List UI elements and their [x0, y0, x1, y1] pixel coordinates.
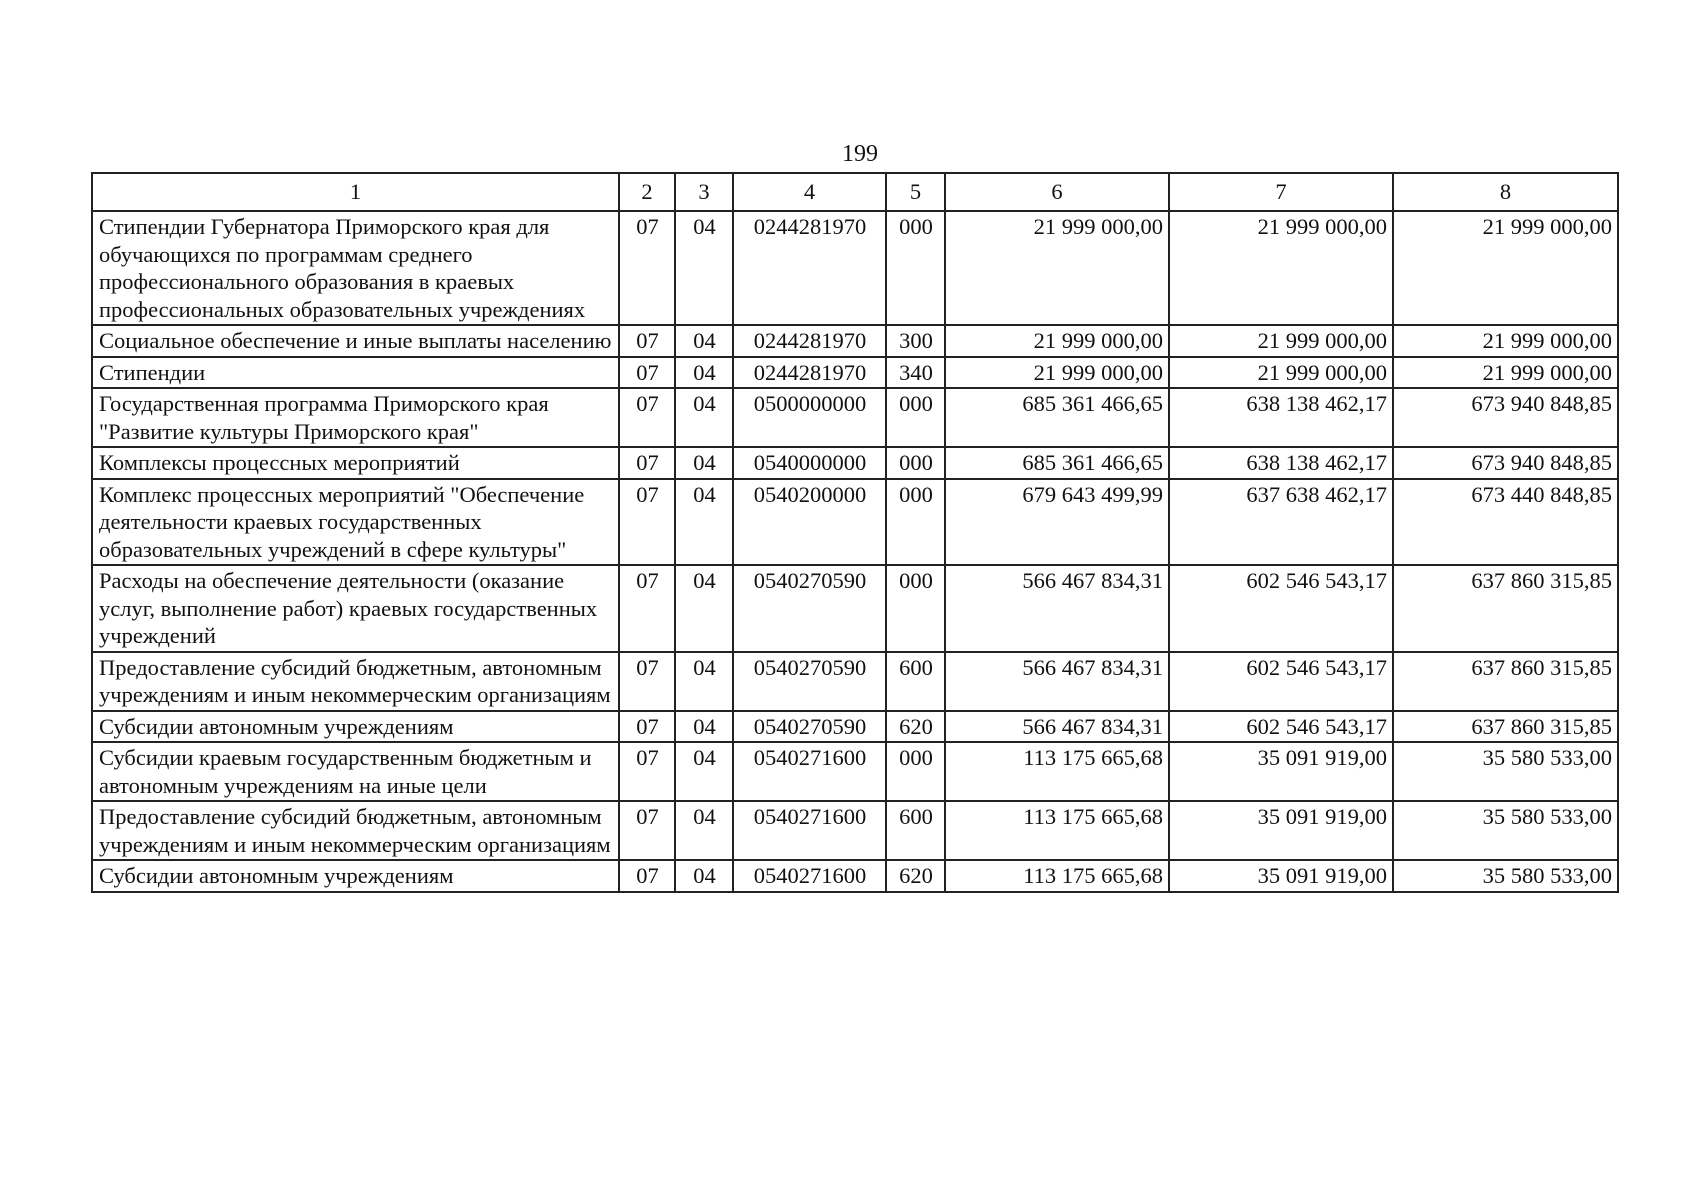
amount-col-8: 673 940 848,85	[1393, 447, 1618, 479]
subsection-code: 04	[675, 652, 733, 711]
amount-col-8: 21 999 000,00	[1393, 211, 1618, 325]
amount-col-6: 685 361 466,65	[945, 447, 1169, 479]
row-name: Предоставление субсидий бюджетным, автономным учреждениям и иным некоммерческим организациям	[92, 652, 619, 711]
expense-type-code: 000	[886, 447, 945, 479]
amount-col-8: 35 580 533,00	[1393, 860, 1618, 892]
expense-type-code: 600	[886, 652, 945, 711]
budget-table	[91, 172, 1619, 893]
subsection-code: 04	[675, 447, 733, 479]
column-header: 3	[675, 173, 733, 211]
column-header: 2	[619, 173, 675, 211]
amount-col-8: 637 860 315,85	[1393, 652, 1618, 711]
table-row	[92, 801, 1618, 860]
amount-col-6: 685 361 466,65	[945, 388, 1169, 447]
column-header: 1	[92, 173, 619, 211]
expense-type-code: 620	[886, 860, 945, 892]
amount-col-7: 21 999 000,00	[1169, 357, 1393, 389]
amount-col-7: 35 091 919,00	[1169, 860, 1393, 892]
target-article-code: 0540271600	[733, 860, 886, 892]
amount-col-7: 638 138 462,17	[1169, 447, 1393, 479]
row-name: Комплексы процессных мероприятий	[92, 447, 619, 479]
table-row	[92, 447, 1618, 479]
column-header: 4	[733, 173, 886, 211]
table-row	[92, 211, 1618, 325]
target-article-code: 0540270590	[733, 565, 886, 652]
column-header: 6	[945, 173, 1169, 211]
amount-col-6: 21 999 000,00	[945, 325, 1169, 357]
table-row	[92, 565, 1618, 652]
row-name: Предоставление субсидий бюджетным, автономным учреждениям и иным некоммерческим организациям	[92, 801, 619, 860]
amount-col-7: 602 546 543,17	[1169, 652, 1393, 711]
amount-col-8: 35 580 533,00	[1393, 801, 1618, 860]
amount-col-7: 35 091 919,00	[1169, 801, 1393, 860]
subsection-code: 04	[675, 388, 733, 447]
row-name: Субсидии краевым государственным бюджетным и автономным учреждениям на иные цели	[92, 742, 619, 801]
section-code: 07	[619, 388, 675, 447]
amount-col-6: 113 175 665,68	[945, 742, 1169, 801]
page-number: 199	[842, 141, 878, 167]
subsection-code: 04	[675, 860, 733, 892]
amount-col-7: 35 091 919,00	[1169, 742, 1393, 801]
expense-type-code: 620	[886, 711, 945, 743]
section-code: 07	[619, 325, 675, 357]
target-article-code: 0540200000	[733, 479, 886, 566]
subsection-code: 04	[675, 742, 733, 801]
table-row	[92, 325, 1618, 357]
expense-type-code: 000	[886, 211, 945, 325]
expense-type-code: 000	[886, 565, 945, 652]
section-code: 07	[619, 565, 675, 652]
expense-type-code: 000	[886, 742, 945, 801]
table-row	[92, 711, 1618, 743]
section-code: 07	[619, 357, 675, 389]
table-row	[92, 479, 1618, 566]
amount-col-6: 566 467 834,31	[945, 565, 1169, 652]
target-article-code: 0244281970	[733, 211, 886, 325]
amount-col-6: 21 999 000,00	[945, 211, 1169, 325]
section-code: 07	[619, 211, 675, 325]
target-article-code: 0244281970	[733, 357, 886, 389]
section-code: 07	[619, 742, 675, 801]
table-row	[92, 860, 1618, 892]
amount-col-7: 602 546 543,17	[1169, 711, 1393, 743]
amount-col-8: 637 860 315,85	[1393, 565, 1618, 652]
section-code: 07	[619, 860, 675, 892]
section-code: 07	[619, 447, 675, 479]
target-article-code: 0540270590	[733, 711, 886, 743]
target-article-code: 0540271600	[733, 742, 886, 801]
row-name: Государственная программа Приморского края "Развитие культуры Приморского края"	[92, 388, 619, 447]
target-article-code: 0540270590	[733, 652, 886, 711]
row-name: Стипендии Губернатора Приморского края для обучающихся по программам среднего профессионального образования в краевых профессиональных образовательных учреждениях	[92, 211, 619, 325]
row-name: Субсидии автономным учреждениям	[92, 860, 619, 892]
target-article-code: 0244281970	[733, 325, 886, 357]
amount-col-7: 21 999 000,00	[1169, 211, 1393, 325]
column-header: 5	[886, 173, 945, 211]
amount-col-8: 35 580 533,00	[1393, 742, 1618, 801]
subsection-code: 04	[675, 325, 733, 357]
section-code: 07	[619, 479, 675, 566]
amount-col-6: 113 175 665,68	[945, 801, 1169, 860]
row-name: Социальное обеспечение и иные выплаты населению	[92, 325, 619, 357]
amount-col-7: 602 546 543,17	[1169, 565, 1393, 652]
subsection-code: 04	[675, 211, 733, 325]
section-code: 07	[619, 711, 675, 743]
row-name: Стипендии	[92, 357, 619, 389]
amount-col-7: 637 638 462,17	[1169, 479, 1393, 566]
table-row	[92, 357, 1618, 389]
target-article-code: 0540000000	[733, 447, 886, 479]
target-article-code: 0540271600	[733, 801, 886, 860]
column-header: 8	[1393, 173, 1618, 211]
amount-col-6: 21 999 000,00	[945, 357, 1169, 389]
table-row	[92, 742, 1618, 801]
amount-col-8: 673 440 848,85	[1393, 479, 1618, 566]
row-name: Расходы на обеспечение деятельности (оказание услуг, выполнение работ) краевых государственных учреждений	[92, 565, 619, 652]
subsection-code: 04	[675, 565, 733, 652]
row-name: Комплекс процессных мероприятий "Обеспечение деятельности краевых государственных образовательных учреждений в сфере культуры"	[92, 479, 619, 566]
header-row	[92, 173, 1618, 211]
subsection-code: 04	[675, 711, 733, 743]
column-header: 7	[1169, 173, 1393, 211]
section-code: 07	[619, 652, 675, 711]
amount-col-8: 673 940 848,85	[1393, 388, 1618, 447]
section-code: 07	[619, 801, 675, 860]
amount-col-7: 638 138 462,17	[1169, 388, 1393, 447]
amount-col-8: 21 999 000,00	[1393, 357, 1618, 389]
expense-type-code: 300	[886, 325, 945, 357]
amount-col-8: 637 860 315,85	[1393, 711, 1618, 743]
subsection-code: 04	[675, 357, 733, 389]
expense-type-code: 000	[886, 388, 945, 447]
amount-col-6: 679 643 499,99	[945, 479, 1169, 566]
amount-col-6: 113 175 665,68	[945, 860, 1169, 892]
amount-col-6: 566 467 834,31	[945, 711, 1169, 743]
target-article-code: 0500000000	[733, 388, 886, 447]
amount-col-6: 566 467 834,31	[945, 652, 1169, 711]
table-row	[92, 388, 1618, 447]
row-name: Субсидии автономным учреждениям	[92, 711, 619, 743]
table-row	[92, 652, 1618, 711]
subsection-code: 04	[675, 801, 733, 860]
amount-col-8: 21 999 000,00	[1393, 325, 1618, 357]
amount-col-7: 21 999 000,00	[1169, 325, 1393, 357]
expense-type-code: 000	[886, 479, 945, 566]
expense-type-code: 600	[886, 801, 945, 860]
expense-type-code: 340	[886, 357, 945, 389]
subsection-code: 04	[675, 479, 733, 566]
